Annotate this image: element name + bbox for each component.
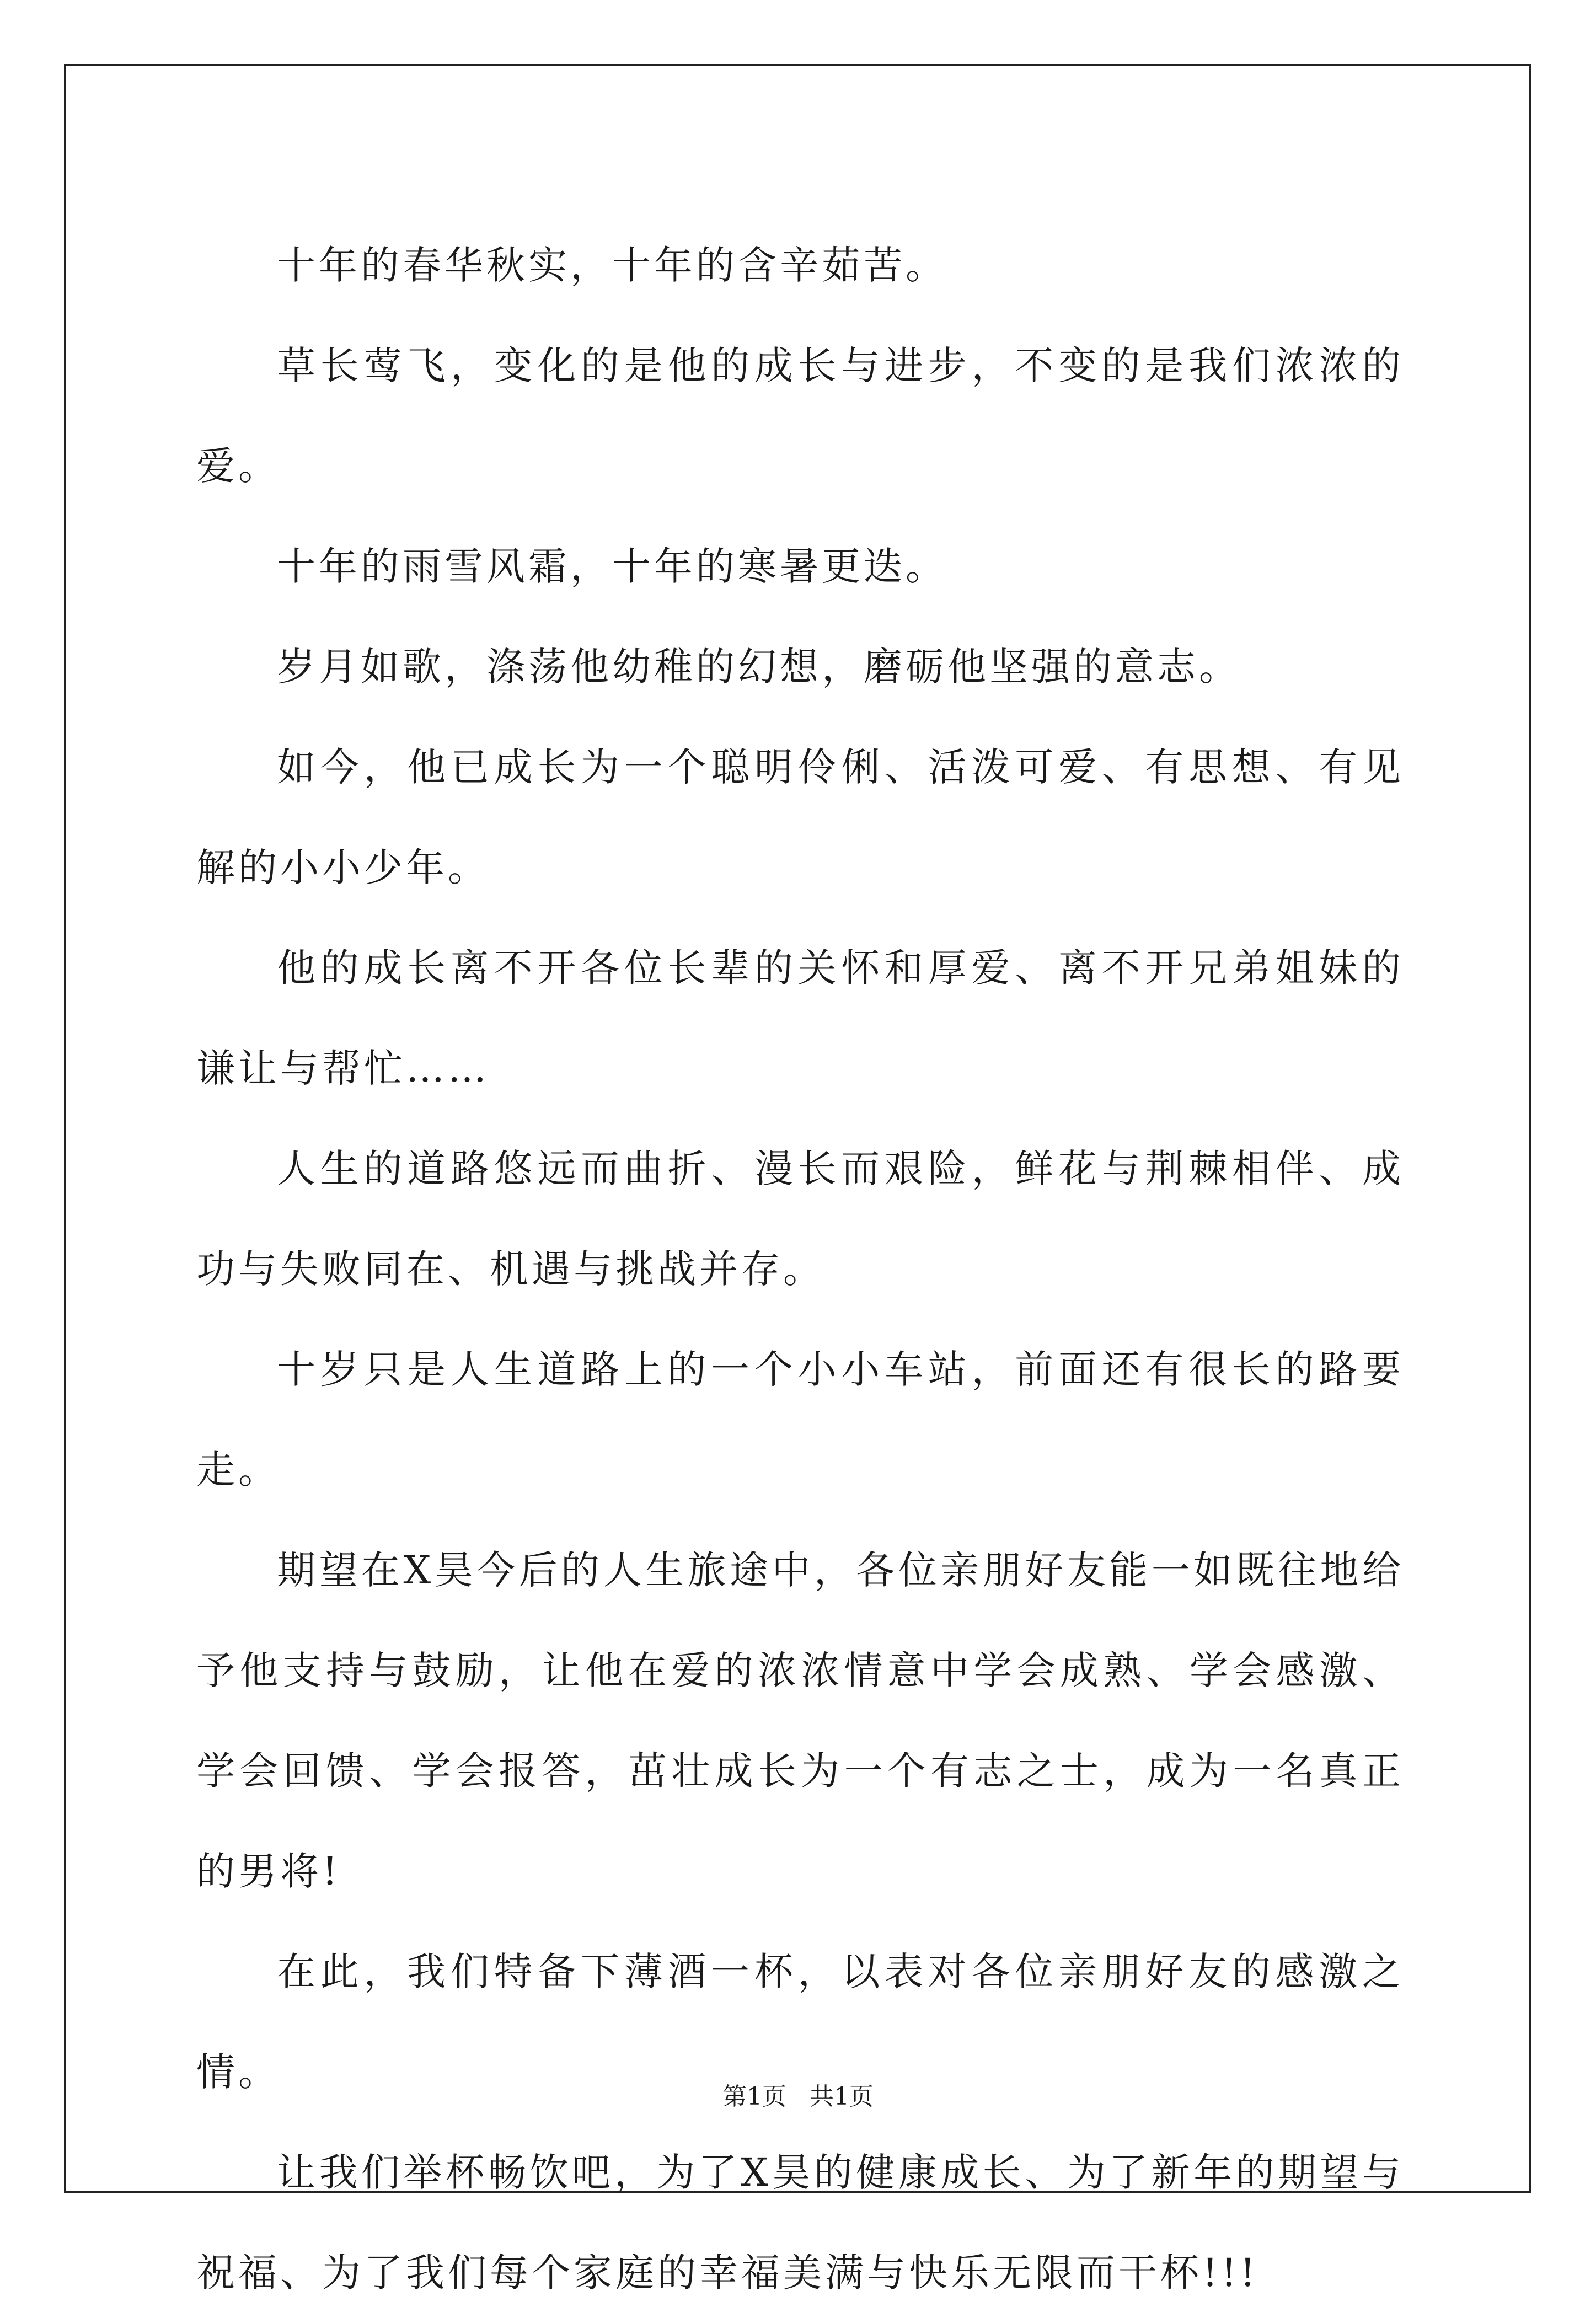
paragraph: 如今，他已成长为一个聪明伶俐、活泼可爱、有思想、有见解的小小少年。 <box>196 745 1404 890</box>
paragraph: 在此，我们特备下薄酒一杯，以表对各位亲朋好友的感激之情。 <box>196 1949 1404 2095</box>
paragraph: 草长莺飞，变化的是他的成长与进步，不变的是我们浓浓的爱。 <box>196 343 1404 489</box>
paragraph: 岁月如歌，涤荡他幼稚的幻想，磨砺他坚强的意志。 <box>277 644 1241 689</box>
paragraph: 他的成长离不开各位长辈的关怀和厚爱、离不开兄弟姐妹的谦让与帮忙…… <box>196 945 1404 1091</box>
paragraph: 十年的春华秋实，十年的含辛茹苦。 <box>277 243 947 288</box>
paragraph: 让我们举杯畅饮吧，为了X昊的健康成长、为了新年的期望与祝福、为了我们每个家庭的幸福美满与快乐无限而干杯!!! <box>196 2150 1404 2295</box>
paragraph: 期望在X昊今后的人生旅途中，各位亲朋好友能一如既往地给予他支持与鼓励，让他在爱的浓浓情意中学会成熟、学会感激、学会回馈、学会报答，茁壮成长为一个有志之士，成为一名真正的男将! <box>196 1548 1404 1894</box>
page-number-footer: 第1页 共1页 <box>722 2083 874 2111</box>
paragraph: 十年的雨雪风霜，十年的寒暑更迭。 <box>277 544 947 589</box>
paragraph: 十岁只是人生道路上的一个小小车站，前面还有很长的路要走。 <box>196 1347 1404 1492</box>
paragraph: 人生的道路悠远而曲折、漫长而艰险，鲜花与荆棘相伴、成功与失败同在、机遇与挑战并存。 <box>196 1146 1404 1292</box>
document-body <box>196 215 1404 2323</box>
